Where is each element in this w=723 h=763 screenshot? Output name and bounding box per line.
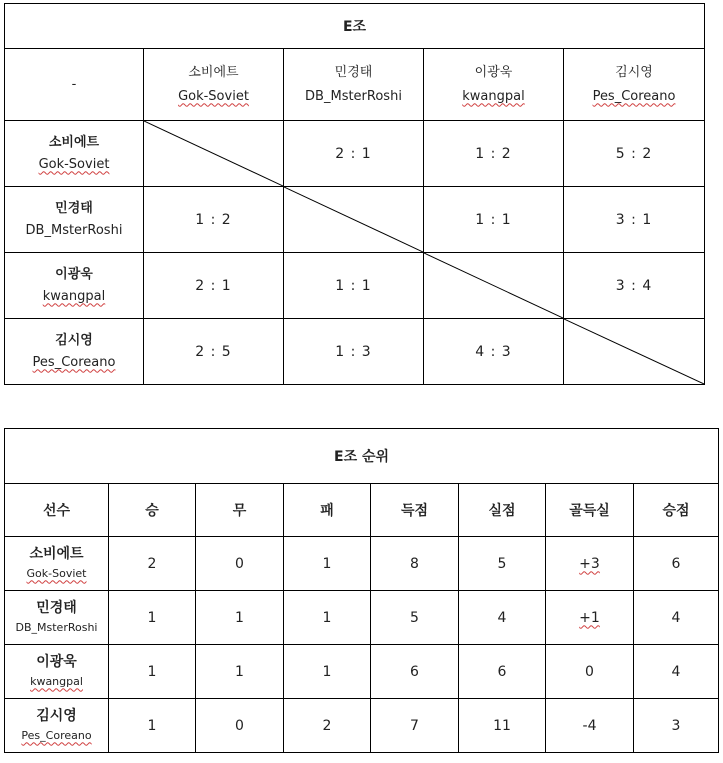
score-cell: 1 : 3: [284, 319, 424, 385]
goal-diff-cell: [546, 591, 634, 645]
player-name: 이광욱: [36, 653, 77, 670]
goals-for-cell: 6: [371, 645, 459, 699]
player-nick: DB_MsterRoshi: [305, 88, 402, 104]
player-cell: [5, 591, 109, 645]
table-row: [5, 319, 705, 385]
points-cell: 4: [634, 591, 719, 645]
corner-cell: -: [5, 49, 144, 121]
player-name: 소비에트: [48, 134, 100, 150]
player-nick: DB_MsterRoshi: [25, 222, 123, 238]
player-nick: Pes_Coreano: [32, 354, 116, 370]
goal-diff-cell: [546, 537, 634, 591]
table-row: [5, 537, 719, 591]
player-name: 소비에트: [188, 64, 239, 80]
player-nick: Pes_Coreano: [21, 728, 92, 742]
col-header-player: [284, 49, 424, 121]
column-header: 승: [109, 484, 196, 537]
player-nick: Gok-Soviet: [178, 88, 249, 104]
score-cell: 5 : 2: [564, 121, 705, 187]
col-header-player: [144, 49, 284, 121]
goals-against-cell: 11: [459, 699, 546, 753]
standings-title: E조 순위: [5, 429, 719, 484]
column-header: 선수: [5, 484, 109, 537]
goal-diff-cell: [546, 699, 634, 753]
standings-table: [4, 428, 719, 753]
table-row: [5, 253, 705, 319]
wins-cell: 2: [109, 537, 196, 591]
diagonal-cell: [284, 187, 424, 253]
player-nick: Pes_Coreano: [592, 88, 676, 104]
diagonal-cell: [144, 121, 284, 187]
losses-cell: 2: [284, 699, 371, 753]
score-cell: 2 : 1: [284, 121, 424, 187]
goals-for-cell: 5: [371, 591, 459, 645]
player-nick: kwangpal: [42, 288, 106, 304]
losses-cell: 1: [284, 645, 371, 699]
player-nick: kwangpal: [462, 88, 525, 104]
score-cell: 3 : 1: [564, 187, 705, 253]
row-header-player: [5, 187, 144, 253]
goal-diff-cell: [546, 645, 634, 699]
player-cell: [5, 699, 109, 753]
col-header-player: [424, 49, 564, 121]
table-row: [5, 187, 705, 253]
player-name: 김시영: [615, 64, 653, 80]
player-name: 민경태: [36, 599, 77, 616]
points-cell: 4: [634, 645, 719, 699]
goals-against-cell: 5: [459, 537, 546, 591]
score-cell: 1 : 1: [424, 187, 564, 253]
wins-cell: 1: [109, 591, 196, 645]
score-cell: 2 : 5: [144, 319, 284, 385]
player-nick: DB_MsterRoshi: [15, 620, 98, 634]
row-header-player: [5, 253, 144, 319]
goals-for-cell: 8: [371, 537, 459, 591]
player-name: 김시영: [55, 332, 93, 348]
player-nick: kwangpal: [30, 674, 83, 688]
column-header: 무: [196, 484, 284, 537]
goal-diff-value: -4: [582, 717, 597, 734]
column-header: 패: [284, 484, 371, 537]
goal-diff-value: 0: [585, 663, 594, 680]
table-row: [5, 591, 719, 645]
player-nick: Gok-Soviet: [38, 156, 110, 172]
row-header-player: [5, 319, 144, 385]
player-name: 소비에트: [29, 545, 84, 562]
draws-cell: 0: [196, 699, 284, 753]
column-header: 골득실: [546, 484, 634, 537]
table-row: [5, 699, 719, 753]
match-table: [4, 3, 705, 385]
points-cell: 6: [634, 537, 719, 591]
match-table-title: E조: [5, 4, 705, 49]
points-cell: 3: [634, 699, 719, 753]
player-name: 이광욱: [474, 64, 513, 80]
diagonal-cell: [564, 319, 705, 385]
player-name: 민경태: [55, 200, 93, 216]
score-cell: 2 : 1: [144, 253, 284, 319]
score-cell: 1 : 1: [284, 253, 424, 319]
wins-cell: 1: [109, 645, 196, 699]
draws-cell: 1: [196, 645, 284, 699]
score-cell: 4 : 3: [424, 319, 564, 385]
player-cell: [5, 537, 109, 591]
col-header-player: [564, 49, 705, 121]
row-header-player: [5, 121, 144, 187]
column-header: 실점: [459, 484, 546, 537]
wins-cell: 1: [109, 699, 196, 753]
diagonal-cell: [424, 253, 564, 319]
losses-cell: 1: [284, 591, 371, 645]
player-name: 이광욱: [55, 266, 93, 282]
column-header: 승점: [634, 484, 719, 537]
score-cell: 1 : 2: [144, 187, 284, 253]
losses-cell: 1: [284, 537, 371, 591]
player-cell: [5, 645, 109, 699]
player-nick: Gok-Soviet: [26, 566, 87, 580]
goals-for-cell: 7: [371, 699, 459, 753]
column-header: 득점: [371, 484, 459, 537]
table-row: [5, 645, 719, 699]
score-cell: 3 : 4: [564, 253, 705, 319]
goals-against-cell: 6: [459, 645, 546, 699]
goal-diff-value: +1: [579, 609, 600, 626]
score-cell: 1 : 2: [424, 121, 564, 187]
draws-cell: 0: [196, 537, 284, 591]
draws-cell: 1: [196, 591, 284, 645]
goals-against-cell: 4: [459, 591, 546, 645]
player-name: 민경태: [334, 64, 373, 80]
table-row: [5, 121, 705, 187]
player-name: 김시영: [36, 707, 77, 724]
goal-diff-value: +3: [579, 555, 600, 572]
